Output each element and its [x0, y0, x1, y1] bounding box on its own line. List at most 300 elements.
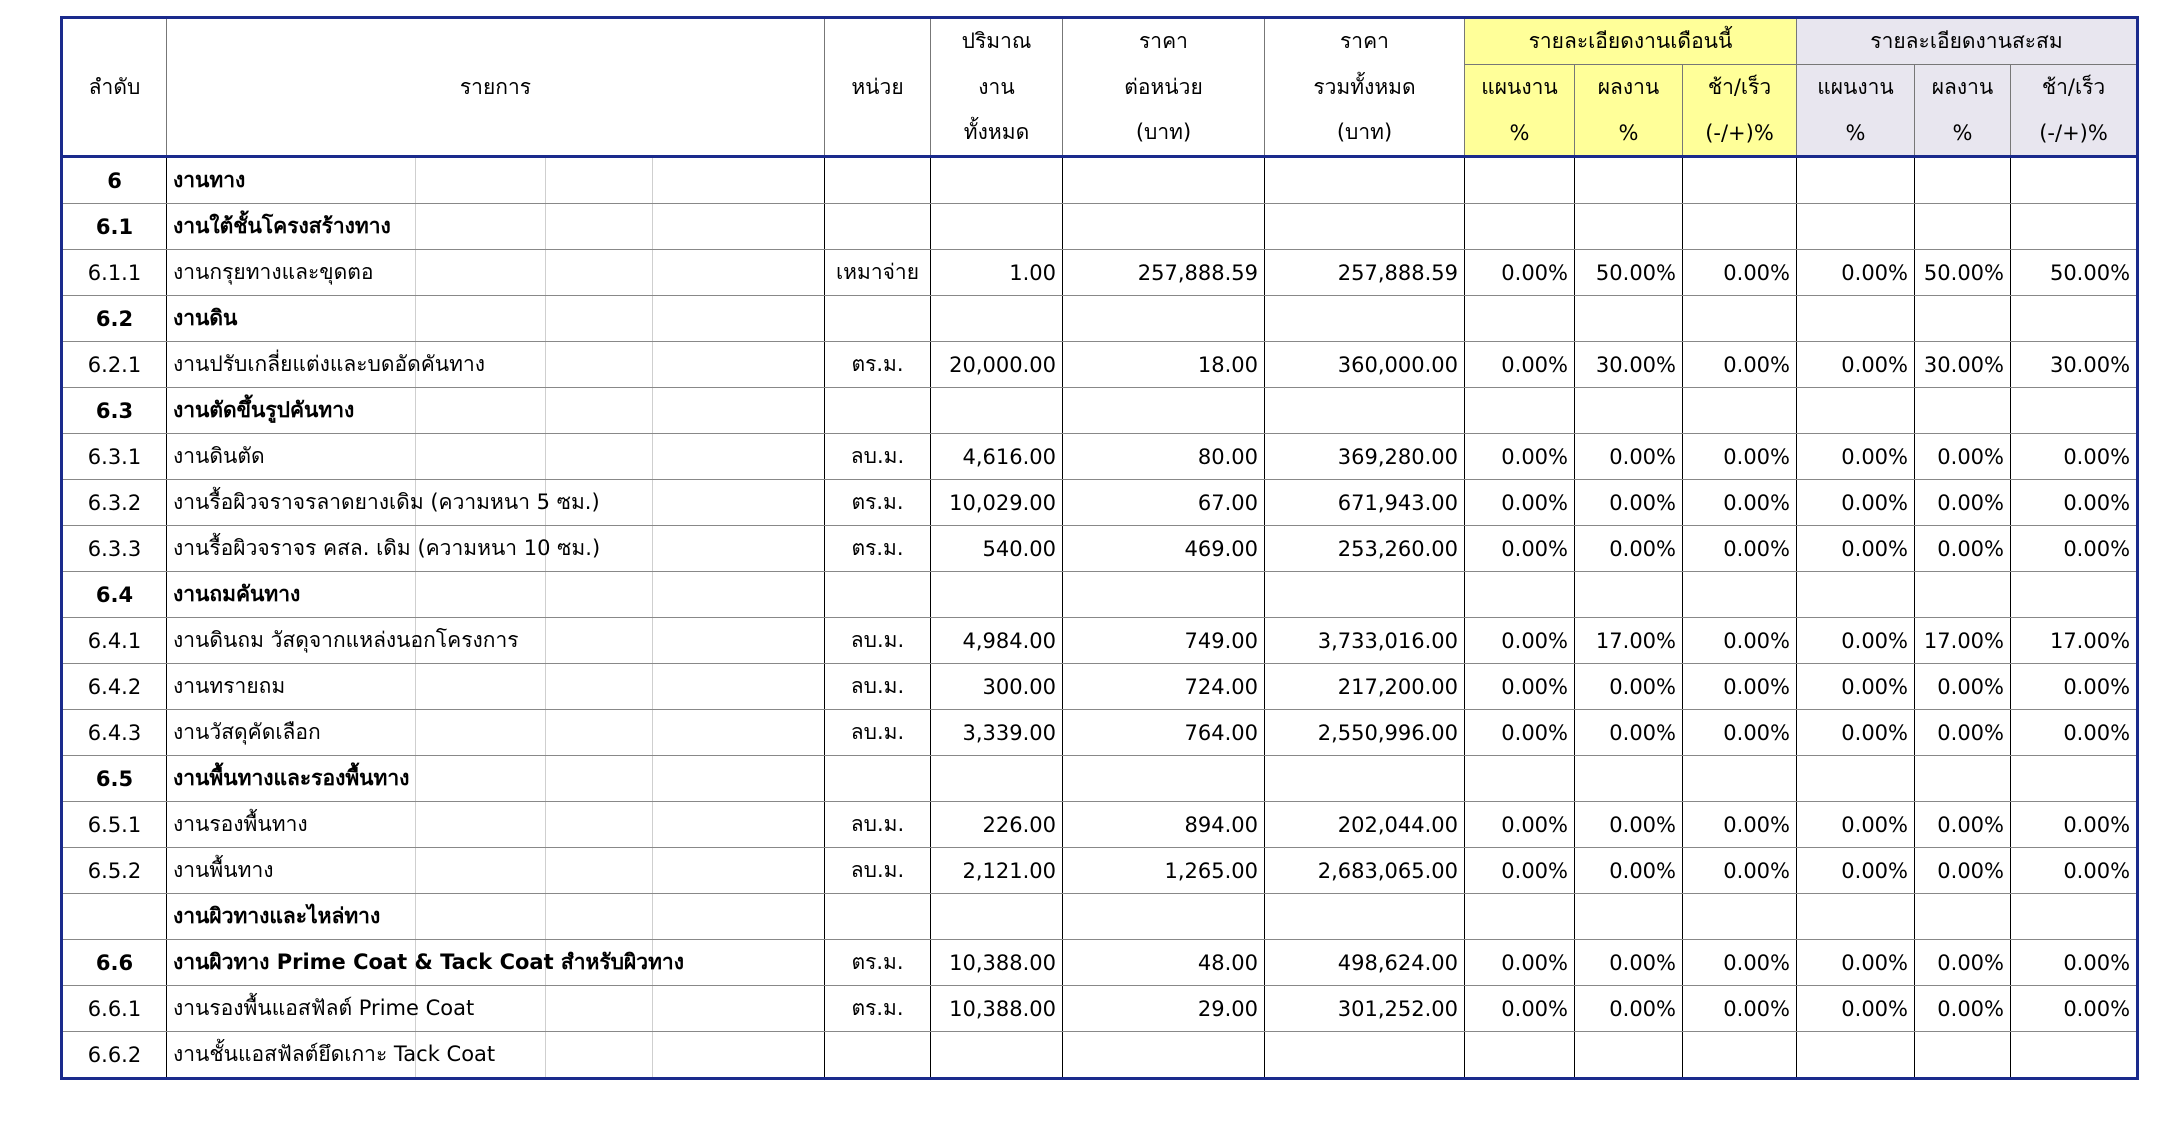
item-cell [167, 434, 825, 480]
cum-plan-cell: 0.00% [1797, 664, 1915, 710]
month-diff-cell: 0.00% [1683, 480, 1797, 526]
cum-result-cell: 30.00% [1915, 342, 2011, 388]
unit-cell [825, 572, 931, 618]
month-result-unit: % [1575, 110, 1683, 157]
cum-diff-cell: 17.00% [2011, 618, 2138, 664]
qty-header-line1: ปริมาณ [931, 18, 1063, 65]
month-diff-cell [1683, 204, 1797, 250]
cum-diff-cell: 0.00% [2011, 986, 2138, 1032]
cum-plan-cell: 0.00% [1797, 480, 1915, 526]
month-plan-cell [1465, 894, 1575, 940]
table-row [62, 342, 2138, 388]
total-price-cell: 202,044.00 [1265, 802, 1465, 848]
month-diff-cell [1683, 572, 1797, 618]
table-row [62, 250, 2138, 296]
cum-result-cell [1915, 572, 2011, 618]
total-price-cell [1265, 296, 1465, 342]
seq-cell: 6.2 [62, 296, 167, 342]
month-result-cell: 0.00% [1575, 480, 1683, 526]
item-text: งานพื้นทาง [173, 858, 274, 882]
total-price-cell: 3,733,016.00 [1265, 618, 1465, 664]
item-cell [167, 618, 825, 664]
cum-result-cell: 0.00% [1915, 480, 2011, 526]
seq-cell: 6.5 [62, 756, 167, 802]
seq-cell [62, 894, 167, 940]
item-text: งานทรายถม [173, 674, 286, 698]
month-diff-cell: 0.00% [1683, 434, 1797, 480]
month-plan-cell: 0.00% [1465, 986, 1575, 1032]
item-cell [167, 710, 825, 756]
seq-cell: 6.6.1 [62, 986, 167, 1032]
item-text: งานรื้อผิวจราจร คสล. เดิม (ความหนา 10 ซม.) [173, 536, 601, 560]
table-row [62, 664, 2138, 710]
item-text: งานกรุยทางและขุดตอ [173, 260, 374, 284]
work-progress-table [60, 16, 2139, 1080]
item-cell [167, 894, 825, 940]
qty-cell: 3,339.00 [931, 710, 1063, 756]
cum-diff-cell: 0.00% [2011, 802, 2138, 848]
cum-plan-cell: 0.00% [1797, 940, 1915, 986]
seq-cell: 6.4.2 [62, 664, 167, 710]
table-body [62, 157, 2138, 1079]
table-row [62, 802, 2138, 848]
month-diff-cell: 0.00% [1683, 986, 1797, 1032]
total-price-header-line1: ราคา [1265, 18, 1465, 65]
item-text: งานใต้ชั้นโครงสร้างทาง [173, 214, 391, 238]
unit-price-cell: 1,265.00 [1063, 848, 1265, 894]
month-plan-cell: 0.00% [1465, 802, 1575, 848]
unit-price-cell: 764.00 [1063, 710, 1265, 756]
table-row [62, 986, 2138, 1032]
section-row [62, 894, 2138, 940]
qty-cell [931, 157, 1063, 204]
month-diff-cell [1683, 756, 1797, 802]
item-cell [167, 342, 825, 388]
month-result-cell: 0.00% [1575, 526, 1683, 572]
item-text: งานผิวทาง Prime Coat & Tack Coat สำหรับผิวทาง [173, 950, 684, 974]
seq-cell: 6.1 [62, 204, 167, 250]
cum-result-cell [1915, 894, 2011, 940]
month-diff-cell: 0.00% [1683, 618, 1797, 664]
item-text: งานรองพื้นแอสฟัลต์ Prime Coat [173, 996, 475, 1020]
month-result-cell [1575, 756, 1683, 802]
cum-result-cell [1915, 157, 2011, 204]
unit-price-cell: 80.00 [1063, 434, 1265, 480]
unit-price-cell [1063, 756, 1265, 802]
unit-cell [825, 756, 931, 802]
month-diff-header: ช้า/เร็ว [1683, 65, 1797, 111]
month-plan-cell [1465, 204, 1575, 250]
month-result-cell: 0.00% [1575, 986, 1683, 1032]
month-result-cell [1575, 157, 1683, 204]
unit-price-cell: 18.00 [1063, 342, 1265, 388]
cum-diff-cell [2011, 572, 2138, 618]
table-row [62, 1032, 2138, 1079]
cum-plan-cell [1797, 756, 1915, 802]
item-text: งานตัดขึ้นรูปคันทาง [173, 398, 355, 422]
item-cell [167, 526, 825, 572]
month-plan-cell [1465, 1032, 1575, 1079]
item-text: งานดินถม วัสดุจากแหล่งนอกโครงการ [173, 628, 519, 652]
total-price-cell: 2,550,996.00 [1265, 710, 1465, 756]
seq-cell: 6.2.1 [62, 342, 167, 388]
total-price-cell: 2,683,065.00 [1265, 848, 1465, 894]
table-row [62, 848, 2138, 894]
month-plan-cell: 0.00% [1465, 710, 1575, 756]
unit-cell: ตร.ม. [825, 986, 931, 1032]
cum-diff-cell [2011, 388, 2138, 434]
unit-price-cell: 67.00 [1063, 480, 1265, 526]
unit-cell: ลบ.ม. [825, 710, 931, 756]
month-diff-cell: 0.00% [1683, 710, 1797, 756]
unit-cell: ตร.ม. [825, 342, 931, 388]
seq-cell: 6.3.2 [62, 480, 167, 526]
total-price-cell: 360,000.00 [1265, 342, 1465, 388]
month-plan-cell: 0.00% [1465, 480, 1575, 526]
cum-plan-cell: 0.00% [1797, 526, 1915, 572]
item-cell [167, 1032, 825, 1079]
item-cell [167, 250, 825, 296]
month-plan-cell: 0.00% [1465, 250, 1575, 296]
qty-cell [931, 388, 1063, 434]
table-row [62, 618, 2138, 664]
month-result-cell: 30.00% [1575, 342, 1683, 388]
month-result-cell: 0.00% [1575, 802, 1683, 848]
cum-result-cell: 0.00% [1915, 710, 2011, 756]
unit-header: หน่วย [825, 18, 931, 157]
seq-cell: 6 [62, 157, 167, 204]
cum-diff-cell: 0.00% [2011, 664, 2138, 710]
total-price-cell: 498,624.00 [1265, 940, 1465, 986]
item-text: งานรองพื้นทาง [173, 812, 308, 836]
month-result-cell [1575, 204, 1683, 250]
month-result-header: ผลงาน [1575, 65, 1683, 111]
total-price-cell [1265, 756, 1465, 802]
item-cell [167, 848, 825, 894]
qty-cell [931, 204, 1063, 250]
cum-result-unit: % [1915, 110, 2011, 157]
unit-price-cell: 48.00 [1063, 940, 1265, 986]
month-plan-cell: 0.00% [1465, 664, 1575, 710]
item-cell [167, 480, 825, 526]
section-row [62, 756, 2138, 802]
item-cell [167, 756, 825, 802]
cum-diff-cell [2011, 157, 2138, 204]
item-header: รายการ [167, 18, 825, 157]
seq-cell: 6.6.2 [62, 1032, 167, 1079]
month-result-cell [1575, 1032, 1683, 1079]
cum-plan-cell [1797, 157, 1915, 204]
month-diff-cell [1683, 388, 1797, 434]
unit-cell: ตร.ม. [825, 480, 931, 526]
qty-cell: 540.00 [931, 526, 1063, 572]
unit-cell: เหมาจ่าย [825, 250, 931, 296]
section-row [62, 388, 2138, 434]
section-row [62, 296, 2138, 342]
unit-price-header-line3: (บาท) [1063, 110, 1265, 157]
cum-result-cell [1915, 204, 2011, 250]
seq-cell: 6.3 [62, 388, 167, 434]
cum-plan-cell: 0.00% [1797, 434, 1915, 480]
total-price-cell [1265, 572, 1465, 618]
cum-plan-cell: 0.00% [1797, 710, 1915, 756]
cum-plan-cell: 0.00% [1797, 848, 1915, 894]
month-diff-cell: 0.00% [1683, 664, 1797, 710]
unit-price-cell: 29.00 [1063, 986, 1265, 1032]
month-plan-header: แผนงาน [1465, 65, 1575, 111]
cum-diff-cell: 30.00% [2011, 342, 2138, 388]
qty-header-line2: งาน [931, 65, 1063, 111]
seq-cell: 6.3.1 [62, 434, 167, 480]
qty-cell: 300.00 [931, 664, 1063, 710]
qty-cell: 20,000.00 [931, 342, 1063, 388]
table-header [62, 18, 2138, 157]
month-diff-cell: 0.00% [1683, 802, 1797, 848]
cum-plan-cell [1797, 388, 1915, 434]
total-price-cell: 253,260.00 [1265, 526, 1465, 572]
unit-price-header-line1: ราคา [1063, 18, 1265, 65]
month-result-cell [1575, 894, 1683, 940]
seq-cell: 6.4 [62, 572, 167, 618]
qty-cell [931, 894, 1063, 940]
cum-diff-cell [2011, 756, 2138, 802]
cum-diff-cell: 0.00% [2011, 848, 2138, 894]
cum-result-cell: 0.00% [1915, 848, 2011, 894]
cum-plan-cell [1797, 572, 1915, 618]
total-price-cell [1265, 388, 1465, 434]
qty-cell: 10,029.00 [931, 480, 1063, 526]
table-row [62, 480, 2138, 526]
cum-plan-cell: 0.00% [1797, 618, 1915, 664]
cum-result-cell: 17.00% [1915, 618, 2011, 664]
item-text: งานถมคันทาง [173, 582, 301, 606]
cum-result-cell: 0.00% [1915, 986, 2011, 1032]
month-diff-cell [1683, 1032, 1797, 1079]
cum-plan-cell: 0.00% [1797, 986, 1915, 1032]
item-cell [167, 664, 825, 710]
item-cell [167, 572, 825, 618]
item-text: งานดิน [173, 306, 238, 330]
qty-cell: 10,388.00 [931, 940, 1063, 986]
item-text: งานปรับเกลี่ยแต่งและบดอัดคันทาง [173, 352, 486, 376]
month-diff-cell: 0.00% [1683, 250, 1797, 296]
cum-diff-cell: 0.00% [2011, 434, 2138, 480]
total-price-cell [1265, 894, 1465, 940]
month-result-cell: 0.00% [1575, 848, 1683, 894]
unit-price-cell: 469.00 [1063, 526, 1265, 572]
item-text: งานดินตัด [173, 444, 265, 468]
cum-diff-cell [2011, 296, 2138, 342]
unit-price-cell: 724.00 [1063, 664, 1265, 710]
this-month-header: รายละเอียดงานเดือนนี้ [1465, 18, 1797, 65]
cum-result-cell: 0.00% [1915, 940, 2011, 986]
month-plan-unit: % [1465, 110, 1575, 157]
total-price-cell: 369,280.00 [1265, 434, 1465, 480]
cum-result-header: ผลงาน [1915, 65, 2011, 111]
month-plan-cell: 0.00% [1465, 526, 1575, 572]
total-price-cell [1265, 157, 1465, 204]
unit-price-header-line2: ต่อหน่วย [1063, 65, 1265, 111]
qty-cell: 4,984.00 [931, 618, 1063, 664]
month-diff-cell: 0.00% [1683, 848, 1797, 894]
qty-cell: 2,121.00 [931, 848, 1063, 894]
qty-cell [931, 572, 1063, 618]
qty-header-line3: ทั้งหมด [931, 110, 1063, 157]
month-plan-cell [1465, 157, 1575, 204]
cum-diff-cell: 0.00% [2011, 526, 2138, 572]
cum-result-cell: 0.00% [1915, 434, 2011, 480]
month-plan-cell [1465, 756, 1575, 802]
cum-plan-cell [1797, 1032, 1915, 1079]
seq-cell: 6.3.3 [62, 526, 167, 572]
month-result-cell: 0.00% [1575, 710, 1683, 756]
table-row [62, 434, 2138, 480]
month-diff-cell [1683, 296, 1797, 342]
seq-header: ลำดับ [62, 18, 167, 157]
total-price-cell: 217,200.00 [1265, 664, 1465, 710]
section-row [62, 572, 2138, 618]
month-diff-unit: (-/+)% [1683, 110, 1797, 157]
cum-result-cell: 0.00% [1915, 526, 2011, 572]
item-text: งานผิวทางและไหล่ทาง [173, 904, 381, 928]
cum-plan-cell [1797, 894, 1915, 940]
month-plan-cell: 0.00% [1465, 342, 1575, 388]
cumulative-header: รายละเอียดงานสะสม [1797, 18, 2138, 65]
seq-cell: 6.4.3 [62, 710, 167, 756]
qty-cell [931, 756, 1063, 802]
month-diff-cell [1683, 894, 1797, 940]
unit-price-cell [1063, 388, 1265, 434]
month-result-cell [1575, 572, 1683, 618]
cum-result-cell [1915, 388, 2011, 434]
month-diff-cell [1683, 157, 1797, 204]
month-plan-cell [1465, 296, 1575, 342]
item-cell [167, 296, 825, 342]
unit-cell [825, 296, 931, 342]
qty-cell [931, 296, 1063, 342]
qty-cell: 10,388.00 [931, 986, 1063, 1032]
cum-diff-cell: 0.00% [2011, 710, 2138, 756]
total-price-header-line3: (บาท) [1265, 110, 1465, 157]
total-price-cell [1265, 204, 1465, 250]
month-plan-cell: 0.00% [1465, 848, 1575, 894]
cum-plan-cell: 0.00% [1797, 342, 1915, 388]
month-result-cell: 17.00% [1575, 618, 1683, 664]
unit-price-cell: 749.00 [1063, 618, 1265, 664]
unit-cell [825, 388, 931, 434]
item-cell [167, 986, 825, 1032]
unit-cell: ลบ.ม. [825, 664, 931, 710]
cum-diff-header: ช้า/เร็ว [2011, 65, 2138, 111]
total-price-header-line2: รวมทั้งหมด [1265, 65, 1465, 111]
cum-result-cell [1915, 1032, 2011, 1079]
cum-diff-unit: (-/+)% [2011, 110, 2138, 157]
cum-diff-cell [2011, 894, 2138, 940]
unit-price-cell [1063, 296, 1265, 342]
table-row [62, 940, 2138, 986]
cum-diff-cell: 50.00% [2011, 250, 2138, 296]
item-text: งานทาง [173, 168, 246, 192]
cum-plan-cell: 0.00% [1797, 802, 1915, 848]
cum-diff-cell [2011, 1032, 2138, 1079]
unit-cell: ลบ.ม. [825, 848, 931, 894]
month-plan-cell [1465, 572, 1575, 618]
cum-plan-cell [1797, 204, 1915, 250]
unit-price-cell [1063, 1032, 1265, 1079]
total-price-cell: 257,888.59 [1265, 250, 1465, 296]
qty-cell: 226.00 [931, 802, 1063, 848]
unit-cell: ตร.ม. [825, 940, 931, 986]
month-result-cell: 50.00% [1575, 250, 1683, 296]
unit-cell: ตร.ม. [825, 526, 931, 572]
table-row [62, 526, 2138, 572]
month-plan-cell: 0.00% [1465, 618, 1575, 664]
section-row [62, 157, 2138, 204]
cum-result-cell [1915, 756, 2011, 802]
month-diff-cell: 0.00% [1683, 342, 1797, 388]
unit-cell [825, 894, 931, 940]
cum-plan-unit: % [1797, 110, 1915, 157]
cum-diff-cell [2011, 204, 2138, 250]
cum-diff-cell: 0.00% [2011, 480, 2138, 526]
cum-plan-cell [1797, 296, 1915, 342]
unit-cell [825, 157, 931, 204]
month-result-cell: 0.00% [1575, 940, 1683, 986]
month-result-cell [1575, 296, 1683, 342]
item-text: งานรื้อผิวจราจรลาดยางเดิม (ความหนา 5 ซม.) [173, 490, 600, 514]
unit-price-cell [1063, 157, 1265, 204]
seq-cell: 6.5.1 [62, 802, 167, 848]
item-cell [167, 204, 825, 250]
unit-cell: ลบ.ม. [825, 802, 931, 848]
unit-price-cell: 894.00 [1063, 802, 1265, 848]
qty-cell [931, 1032, 1063, 1079]
month-result-cell: 0.00% [1575, 434, 1683, 480]
cum-plan-cell: 0.00% [1797, 250, 1915, 296]
month-result-cell: 0.00% [1575, 664, 1683, 710]
seq-cell: 6.4.1 [62, 618, 167, 664]
month-plan-cell [1465, 388, 1575, 434]
month-plan-cell: 0.00% [1465, 434, 1575, 480]
unit-cell: ลบ.ม. [825, 618, 931, 664]
qty-cell: 1.00 [931, 250, 1063, 296]
unit-cell: ลบ.ม. [825, 434, 931, 480]
section-row [62, 204, 2138, 250]
month-result-cell [1575, 388, 1683, 434]
total-price-cell: 671,943.00 [1265, 480, 1465, 526]
unit-price-cell [1063, 572, 1265, 618]
month-diff-cell: 0.00% [1683, 940, 1797, 986]
cum-result-cell: 50.00% [1915, 250, 2011, 296]
total-price-cell [1265, 1032, 1465, 1079]
item-text: งานพื้นทางและรองพื้นทาง [173, 766, 410, 790]
month-diff-cell: 0.00% [1683, 526, 1797, 572]
item-cell [167, 388, 825, 434]
total-price-cell: 301,252.00 [1265, 986, 1465, 1032]
unit-price-cell [1063, 894, 1265, 940]
cum-result-cell [1915, 296, 2011, 342]
item-cell [167, 157, 825, 204]
unit-cell [825, 204, 931, 250]
cum-result-cell: 0.00% [1915, 664, 2011, 710]
qty-cell: 4,616.00 [931, 434, 1063, 480]
item-cell [167, 802, 825, 848]
seq-cell: 6.6 [62, 940, 167, 986]
seq-cell: 6.1.1 [62, 250, 167, 296]
unit-price-cell: 257,888.59 [1063, 250, 1265, 296]
cum-plan-header: แผนงาน [1797, 65, 1915, 111]
item-cell [167, 940, 825, 986]
